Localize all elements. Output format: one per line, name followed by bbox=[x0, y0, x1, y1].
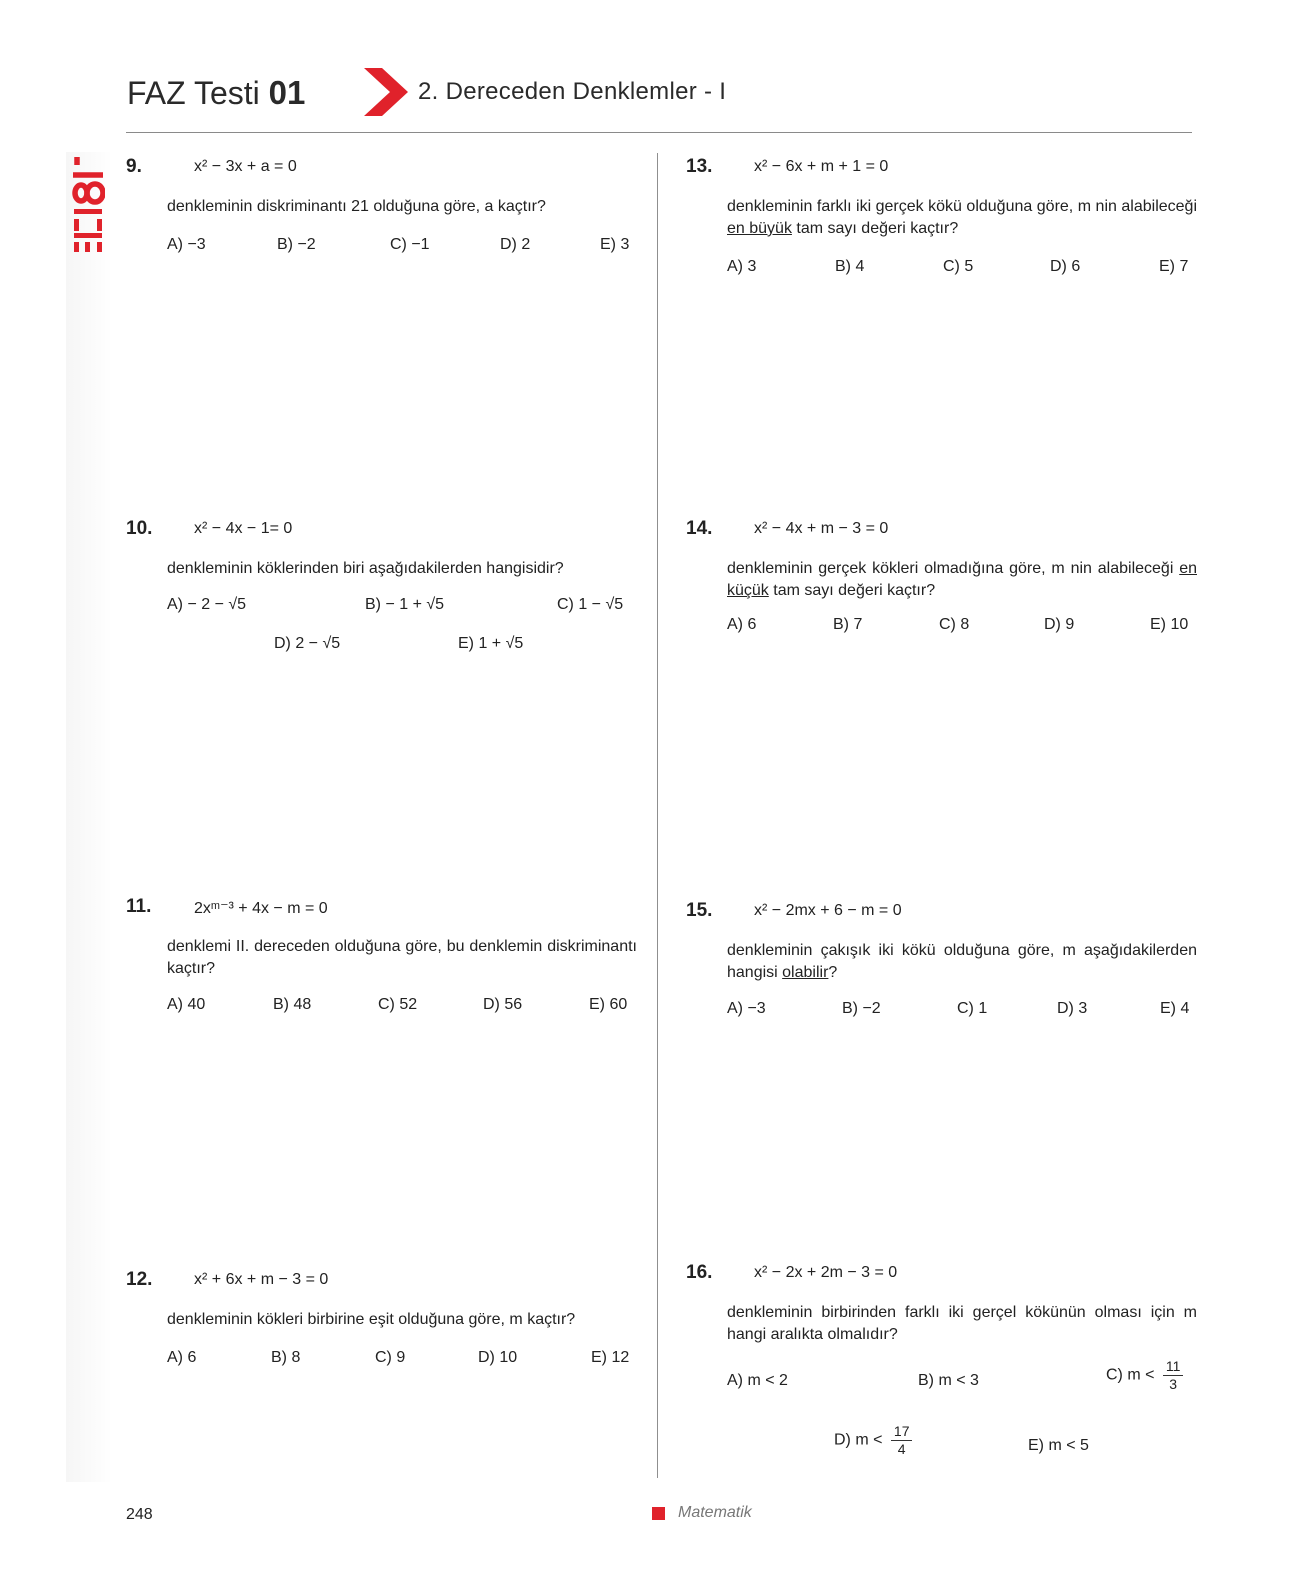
question-number: 10. bbox=[126, 518, 153, 539]
option-d[interactable]: D) 9 bbox=[1044, 616, 1075, 633]
option-b[interactable]: B) − 1 + √5 bbox=[365, 596, 445, 613]
side-strip bbox=[66, 152, 112, 1482]
emphasis-text: en küçük bbox=[727, 560, 1197, 599]
question-equation: x² − 3x + a = 0 bbox=[194, 158, 297, 175]
option-a[interactable]: A) 40 bbox=[167, 996, 206, 1013]
test-label: FAZ Testi bbox=[127, 75, 260, 111]
emphasis-text: olabilir bbox=[782, 964, 829, 981]
option-e[interactable]: E) 10 bbox=[1150, 616, 1189, 633]
text-part: denkleminin farklı iki gerçek kökü olduğuna göre, m nin alabileceği bbox=[727, 198, 1197, 215]
page-number: 248 bbox=[126, 1506, 153, 1523]
option-a[interactable]: A) 3 bbox=[727, 258, 757, 275]
option-label: D) m < bbox=[834, 1431, 883, 1449]
option-e[interactable]: E) 60 bbox=[589, 996, 628, 1013]
denominator: 4 bbox=[897, 1441, 906, 1457]
option-b[interactable]: B) 4 bbox=[835, 258, 865, 275]
question-equation: x² + 6x + m − 3 = 0 bbox=[194, 1271, 329, 1288]
question-text: denkleminin diskriminantı 21 olduğuna göre, a kaçtır? bbox=[167, 198, 546, 215]
question-equation: x² − 2mx + 6 − m = 0 bbox=[754, 902, 902, 919]
option-c[interactable]: C) 5 bbox=[943, 258, 974, 275]
question-equation: x² − 4x − 1= 0 bbox=[194, 520, 293, 537]
question-number: 9. bbox=[126, 156, 142, 177]
faz-logo bbox=[71, 153, 105, 253]
question-number: 15. bbox=[686, 900, 713, 921]
option-c[interactable]: C) 1 bbox=[957, 1000, 988, 1017]
question-text: denkleminin birbirinden farklı iki gerçel kökünün olması için m hangi aralıkta olmalıdır? bbox=[727, 1304, 1197, 1343]
option-c[interactable]: C) 1 − √5 bbox=[557, 596, 624, 613]
question-equation: x² − 6x + m + 1 = 0 bbox=[754, 158, 889, 175]
option-d[interactable]: D) 56 bbox=[483, 996, 523, 1013]
option-c[interactable]: C) −1 bbox=[390, 236, 430, 253]
subject-marker bbox=[652, 1507, 665, 1520]
column-divider bbox=[657, 153, 658, 1478]
question-number: 14. bbox=[686, 518, 713, 539]
denominator: 3 bbox=[1169, 1376, 1178, 1392]
option-c[interactable]: C) 9 bbox=[375, 1349, 406, 1366]
question-number: 13. bbox=[686, 156, 713, 177]
option-c[interactable]: C) 8 bbox=[939, 616, 970, 633]
option-b[interactable]: B) −2 bbox=[277, 236, 316, 253]
option-a[interactable]: A) −3 bbox=[167, 236, 206, 253]
question-equation: x² − 2x + 2m − 3 = 0 bbox=[754, 1264, 898, 1281]
option-e[interactable]: E) m < 5 bbox=[1028, 1437, 1089, 1454]
test-title bbox=[127, 74, 305, 112]
option-d[interactable]: D) 2 − √5 bbox=[274, 635, 341, 652]
text-part: denkleminin çakışık iki kökü olduğuna göre, m aşağıdakilerden hangisi bbox=[727, 942, 1197, 981]
option-d[interactable]: D) 3 bbox=[1057, 1000, 1088, 1017]
side-tab-text: Faz 18 bbox=[71, 153, 75, 154]
option-b[interactable]: B) 48 bbox=[273, 996, 312, 1013]
option-e[interactable]: E) 1 + √5 bbox=[458, 635, 524, 652]
question-text bbox=[727, 558, 1197, 602]
question-text bbox=[727, 196, 1197, 240]
question-equation: x² − 4x + m − 3 = 0 bbox=[754, 520, 889, 537]
fraction bbox=[891, 1423, 913, 1458]
option-e[interactable]: E) 12 bbox=[591, 1349, 630, 1366]
option-b[interactable]: B) 8 bbox=[271, 1349, 301, 1366]
test-number: 01 bbox=[268, 74, 306, 111]
text-part: ? bbox=[828, 964, 838, 981]
option-a[interactable]: A) m < 2 bbox=[727, 1372, 788, 1389]
question-text: denkleminin kökleri birbirine eşit olduğuna göre, m kaçtır? bbox=[167, 1311, 576, 1328]
text-part: denkleminin gerçek kökleri olmadığına göre, m nin alabileceği bbox=[727, 560, 1180, 577]
option-a[interactable]: A) 6 bbox=[167, 1349, 197, 1366]
section-subtitle: 2. Dereceden Denklemler - I bbox=[418, 78, 727, 105]
option-b[interactable]: B) −2 bbox=[842, 1000, 881, 1017]
option-e[interactable]: E) 4 bbox=[1160, 1000, 1190, 1017]
text-part: tam sayı değeri kaçtır? bbox=[768, 582, 936, 599]
question-number: 11. bbox=[126, 896, 152, 917]
emphasis-text: en büyük bbox=[727, 220, 792, 237]
numerator: 17 bbox=[891, 1423, 913, 1441]
question-text: denklemi II. dereceden olduğuna göre, bu denklemin diskriminantı kaçtır? bbox=[167, 938, 637, 977]
option-d[interactable] bbox=[834, 1423, 912, 1458]
option-e[interactable]: E) 7 bbox=[1159, 258, 1189, 275]
option-d[interactable]: D) 10 bbox=[478, 1349, 518, 1366]
fraction bbox=[1163, 1358, 1184, 1393]
question-equation: 2xᵐ⁻³ + 4x − m = 0 bbox=[194, 900, 328, 917]
option-c[interactable]: C) 52 bbox=[378, 996, 418, 1013]
numerator: 11 bbox=[1163, 1358, 1184, 1376]
question-text bbox=[727, 940, 1197, 984]
option-d[interactable]: D) 2 bbox=[500, 236, 531, 253]
option-b[interactable]: B) 7 bbox=[833, 616, 863, 633]
option-b[interactable]: B) m < 3 bbox=[918, 1372, 979, 1389]
option-a[interactable]: A) −3 bbox=[727, 1000, 766, 1017]
question-number: 16. bbox=[686, 1262, 713, 1283]
question-number: 12. bbox=[126, 1269, 153, 1290]
subject-label: Matematik bbox=[678, 1504, 752, 1521]
option-d[interactable]: D) 6 bbox=[1050, 258, 1081, 275]
header-divider bbox=[126, 132, 1192, 133]
option-e[interactable]: E) 3 bbox=[600, 236, 630, 253]
chevron-right-icon bbox=[364, 68, 408, 116]
option-a[interactable]: A) 6 bbox=[727, 616, 757, 633]
option-c[interactable] bbox=[1106, 1358, 1183, 1393]
question-text: denkleminin köklerinden biri aşağıdakilerden hangisidir? bbox=[167, 560, 564, 577]
text-part: tam sayı değeri kaçtır? bbox=[791, 220, 959, 237]
option-a[interactable]: A) − 2 − √5 bbox=[167, 596, 247, 613]
option-label: C) m < bbox=[1106, 1366, 1155, 1384]
